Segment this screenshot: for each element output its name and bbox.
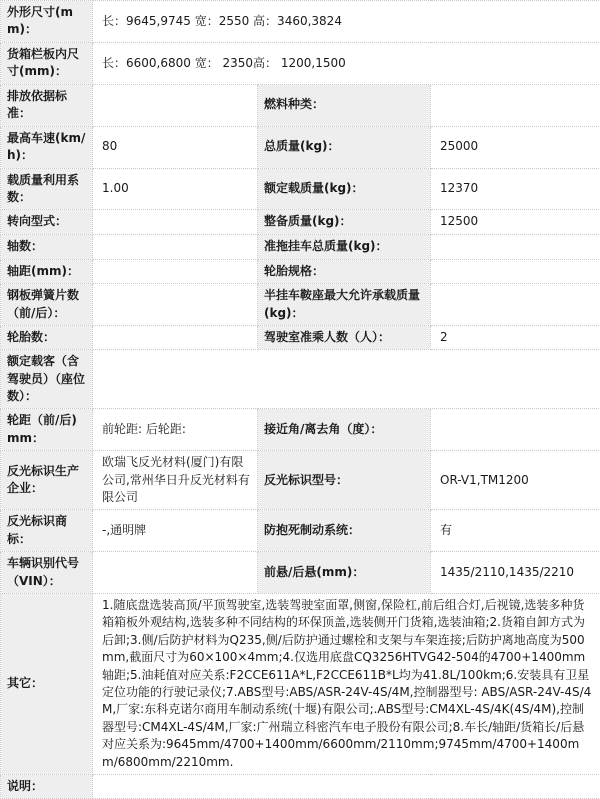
spec-value bbox=[431, 409, 600, 451]
spec-label: 反光标识商标： bbox=[1, 510, 93, 552]
spec-value: 25000 bbox=[431, 126, 600, 168]
spec-label: 钢板弹簧片数（前/后）： bbox=[1, 284, 93, 326]
table-row bbox=[1, 774, 600, 798]
table-row bbox=[1, 42, 600, 84]
table-row bbox=[1, 350, 600, 409]
spec-label: 转向型式： bbox=[1, 210, 93, 234]
spec-value bbox=[431, 234, 600, 259]
spec-label: 反光标识型号： bbox=[258, 451, 431, 510]
table-row bbox=[1, 168, 600, 210]
table-row bbox=[1, 510, 600, 552]
spec-value bbox=[431, 259, 600, 283]
spec-value bbox=[93, 284, 258, 326]
table-row bbox=[1, 84, 600, 126]
spec-value: 2 bbox=[431, 325, 600, 349]
spec-label: 反光标识生产企业： bbox=[1, 451, 93, 510]
spec-label: 整备质量(kg)： bbox=[258, 210, 431, 234]
spec-label: 说明： bbox=[1, 774, 93, 798]
spec-label: 额定载质量(kg)： bbox=[258, 168, 431, 210]
spec-label: 货箱栏板内尺寸(mm)： bbox=[1, 42, 93, 84]
spec-value: 1.00 bbox=[93, 168, 258, 210]
spec-value bbox=[93, 210, 258, 234]
spec-value: 长：6600,6800 宽： 2350高： 1200,1500 bbox=[93, 42, 600, 84]
spec-value: 80 bbox=[93, 126, 258, 168]
spec-label: 轴数： bbox=[1, 234, 93, 259]
spec-value bbox=[431, 284, 600, 326]
spec-label: 燃料种类： bbox=[258, 84, 431, 126]
spec-label: 前悬/后悬(mm)： bbox=[258, 552, 431, 594]
spec-label: 驾驶室准乘人数（人）： bbox=[258, 325, 431, 349]
spec-label: 接近角/离去角（度）： bbox=[258, 409, 431, 451]
table-row bbox=[1, 325, 600, 349]
spec-label: 车辆识别代号（VIN）： bbox=[1, 552, 93, 594]
spec-value: 1.随底盘选装高顶/平顶驾驶室,选装驾驶室面罩,侧窗,保险杠,前后组合灯,后视镜,选装多种货箱箱板外观结构,选装多种不同结构的环保顶盖,选装侧开门货箱,选装油箱;2.货箱自卸方式为后卸;3.侧/后防护材料为Q235,侧/后防护通过螺栓和支架与车架连接;后防护离地高度为500mm,截面尺寸为60×100×4mm;4.仅选用底盘CQ3256HTVG42-504的4700+1400mm轴距;5.油耗值对应关系:F2CCE611A*L,F2CCE611B*L均为41.8L/100km;6.安装具有卫星定位功能的行驶记录仪;7.ABS型号:ABS/ASR-24V-4S/4M,控制器型号: ABS/ASR-24V-4S/4M,厂家:东科克诺尔商用车制动系统(十堰)有限公司;.ABS型号:CM4XL-4S/4K(4S/4M),控制器型号:CM4XL-4S/4M,厂家:广州瑞立科密汽车电子股份有限公司;8.车长/轴距/货箱长/后悬对应关系为:9645mm/4700+1400mm/6600mm/2110mm;9745mm/4700+1400mm/6800mm/2210mm. bbox=[93, 593, 600, 774]
spec-value: 欧瑞飞反光材料(厦门)有限公司,常州华日升反光材料有限公司 bbox=[93, 451, 258, 510]
spec-value bbox=[93, 325, 258, 349]
table-row bbox=[1, 593, 600, 774]
spec-value bbox=[93, 774, 600, 798]
table-row bbox=[1, 259, 600, 283]
spec-value bbox=[93, 84, 258, 126]
spec-label: 额定载客（含驾驶员）（座位数）： bbox=[1, 350, 93, 409]
spec-value: 前轮距: 后轮距: bbox=[93, 409, 258, 451]
spec-value: -,通明牌 bbox=[93, 510, 258, 552]
table-row bbox=[1, 409, 600, 451]
spec-value: 12500 bbox=[431, 210, 600, 234]
spec-label: 半挂车鞍座最大允许承载质量(kg)： bbox=[258, 284, 431, 326]
table-row bbox=[1, 126, 600, 168]
table-row bbox=[1, 451, 600, 510]
spec-value bbox=[93, 350, 600, 409]
spec-label: 轮胎规格： bbox=[258, 259, 431, 283]
spec-value bbox=[93, 259, 258, 283]
spec-value: 1435/2110,1435/2210 bbox=[431, 552, 600, 594]
spec-label: 排放依据标准： bbox=[1, 84, 93, 126]
spec-label: 轴距(mm)： bbox=[1, 259, 93, 283]
table-row bbox=[1, 1, 600, 43]
spec-label: 防抱死制动系统： bbox=[258, 510, 431, 552]
spec-label: 轮距（前/后)mm： bbox=[1, 409, 93, 451]
table-row bbox=[1, 552, 600, 594]
spec-value bbox=[93, 234, 258, 259]
spec-label: 最高车速(km/h)： bbox=[1, 126, 93, 168]
table-row bbox=[1, 284, 600, 326]
spec-label: 准拖挂车总质量(kg)： bbox=[258, 234, 431, 259]
spec-label: 外形尺寸(mm)： bbox=[1, 1, 93, 43]
spec-value bbox=[431, 84, 600, 126]
table-row bbox=[1, 210, 600, 234]
spec-value bbox=[93, 552, 258, 594]
spec-label: 其它： bbox=[1, 593, 93, 774]
spec-value: 长：9645,9745 宽：2550 高：3460,3824 bbox=[93, 1, 600, 43]
spec-value: OR-V1,TM1200 bbox=[431, 451, 600, 510]
spec-label: 载质量利用系数： bbox=[1, 168, 93, 210]
spec-value: 有 bbox=[431, 510, 600, 552]
table-row bbox=[1, 234, 600, 259]
spec-label: 总质量(kg)： bbox=[258, 126, 431, 168]
spec-value: 12370 bbox=[431, 168, 600, 210]
spec-label: 轮胎数： bbox=[1, 325, 93, 349]
